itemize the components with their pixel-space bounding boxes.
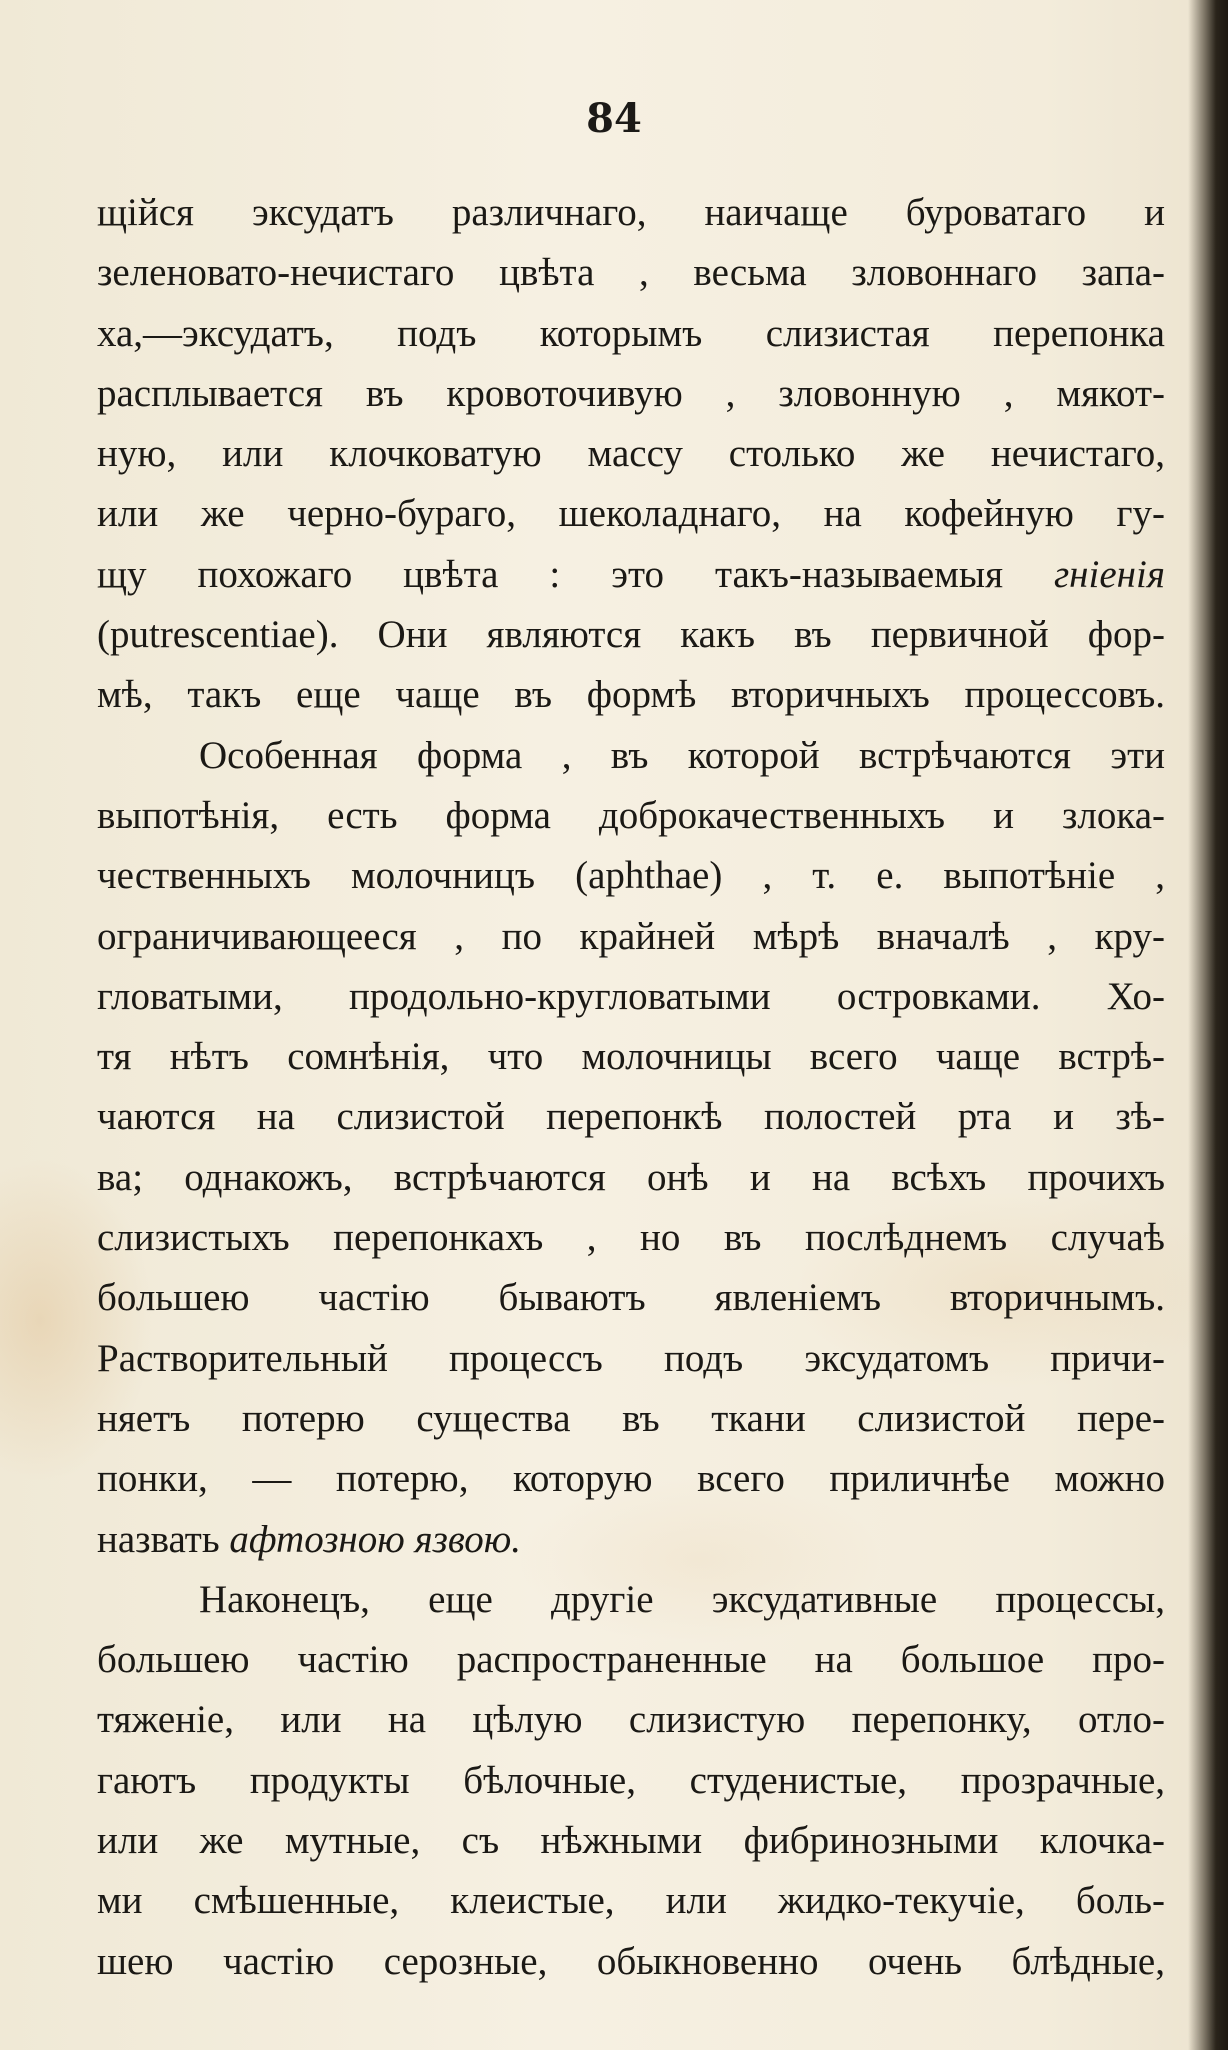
text-span: большею частію распространенные на большое про-	[97, 1638, 1165, 1682]
text-span: щійся эксудатъ различнаго, наичаще буроватаго и	[97, 191, 1165, 234]
text-line	[97, 726, 1165, 786]
text-line	[97, 424, 1165, 484]
page-number: 84	[586, 95, 642, 142]
text-line	[97, 1811, 1165, 1871]
text-span: ва; однакожъ, встрѣчаются онѣ и на всѣхъ прочихъ	[97, 1155, 1165, 1199]
text-span: Особенная форма , въ которой встрѣчаются эти	[199, 733, 1165, 777]
text-span: гловатыми, продольно-кругловатыми островками. Хо-	[97, 974, 1165, 1018]
text-span: шею частію серозные, обыкновенно очень блѣдные,	[97, 1939, 1165, 1983]
text-line	[97, 1148, 1165, 1208]
text-line	[97, 1087, 1165, 1147]
text-line	[97, 1268, 1165, 1328]
text-line	[97, 1449, 1165, 1509]
text-span: ную, или клочковатую массу столько же нечистаго,	[97, 432, 1165, 476]
text-span: выпотѣнія, есть форма доброкачественныхъ и злока-	[97, 793, 1165, 837]
text-line	[97, 1027, 1165, 1087]
text-span: понки, — потерю, которую всего приличнѣе можно	[97, 1457, 1165, 1501]
text-line	[97, 1389, 1165, 1449]
text-span: или же черно-бураго, шеколаднаго, на кофейную гу-	[97, 492, 1165, 536]
text-span: слизистыхъ перепонкахъ , но въ послѣднемъ случаѣ	[97, 1216, 1165, 1260]
text-span: щу похожаго цвѣта : это такъ-называемыя	[97, 552, 1054, 596]
text-line	[97, 665, 1165, 725]
text-span: или же мутные, съ нѣжными фибринозными клочка-	[97, 1819, 1165, 1863]
text-line	[97, 304, 1165, 364]
text-span: чаются на слизистой перепонкѣ полостей рта и зѣ-	[97, 1095, 1165, 1139]
text-line	[97, 484, 1165, 544]
text-line	[97, 1208, 1165, 1268]
text-span: ха,—эксудатъ, подъ которымъ слизистая перепонка	[97, 311, 1165, 355]
text-span: зеленовато-нечистаго цвѣта , весьма зловоннаго запа-	[97, 251, 1165, 295]
text-span: чественныхъ молочницъ (aphthae) , т. е. выпотѣніе ,	[97, 854, 1165, 898]
text-line	[97, 605, 1165, 665]
text-line	[97, 846, 1165, 906]
italic-text-span: гніенія	[1053, 552, 1165, 596]
text-line	[97, 786, 1165, 846]
text-span: няетъ потерю существа въ ткани слизистой пере-	[97, 1396, 1165, 1440]
text-line	[97, 1690, 1165, 1750]
book-spine-shadow	[1188, 0, 1228, 2050]
text-span: тя нѣтъ сомнѣнія, что молочницы всего чаще встрѣ-	[97, 1035, 1165, 1079]
text-line	[97, 1871, 1165, 1931]
page-text-body	[97, 183, 1165, 1992]
text-line	[97, 183, 1165, 243]
text-line	[97, 1510, 1165, 1570]
text-line	[97, 907, 1165, 967]
text-span: ограничивающееся , по крайней мѣрѣ вначалѣ , кру-	[97, 914, 1165, 958]
text-span: большею частію бываютъ явленіемъ вторичнымъ.	[97, 1276, 1165, 1320]
text-span: мѣ, такъ еще чаще въ формѣ вторичныхъ процессовъ.	[97, 673, 1165, 717]
text-span: тяженіе, или на цѣлую слизистую перепонку, отло-	[97, 1698, 1165, 1742]
text-span: Наконецъ, еще другіе эксудативные процессы,	[199, 1577, 1165, 1621]
text-line	[97, 545, 1165, 605]
text-span: Растворительный процессъ подъ эксудатомъ причи-	[97, 1336, 1165, 1380]
text-line	[97, 1751, 1165, 1811]
italic-text-span: афтозною язвою.	[229, 1517, 522, 1561]
text-span: ми смѣшенные, клеистые, или жидко-текучіе, боль-	[97, 1879, 1165, 1923]
text-line	[97, 1329, 1165, 1389]
text-span: назвать	[97, 1517, 230, 1561]
text-line	[97, 1630, 1165, 1690]
text-span: (putrescentiae). Они являются какъ въ первичной фор-	[97, 613, 1165, 657]
text-line	[97, 243, 1165, 303]
text-line	[97, 967, 1165, 1027]
text-line	[97, 364, 1165, 424]
text-span: расплывается въ кровоточивую , зловонную , мякот-	[97, 371, 1165, 415]
text-span: гаютъ продукты бѣлочные, студенистые, прозрачные,	[97, 1758, 1165, 1802]
text-line	[97, 1570, 1165, 1630]
text-line	[97, 1932, 1165, 1992]
